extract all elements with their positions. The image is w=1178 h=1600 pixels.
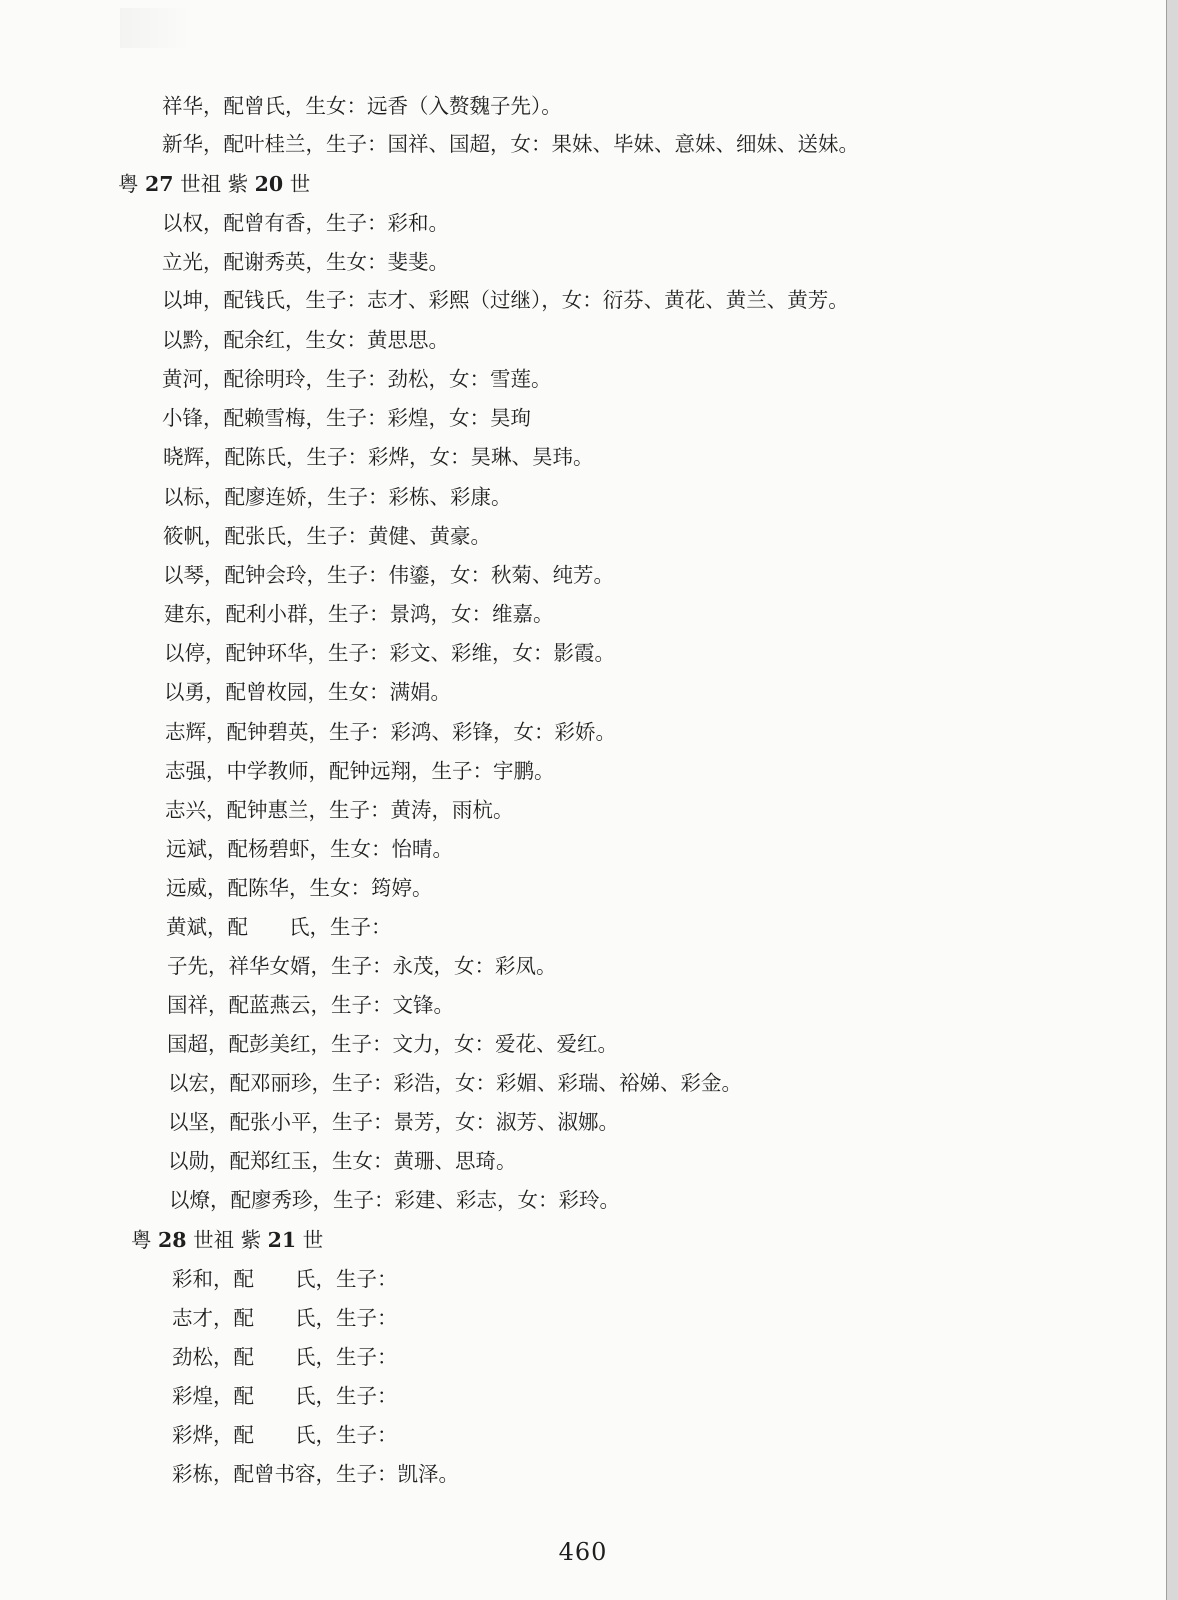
- entry-line: 志强，中学教师，配钟远翔，生子：宇鹏。: [165, 759, 555, 783]
- entry-line: 筱帆，配张氏，生子：黄健、黄豪。: [163, 524, 491, 548]
- entry-line: 国超，配彭美红，生子：文力，女：爱花、爱红。: [167, 1032, 618, 1056]
- generation-heading-28: 粤 28 世祖 紫 21 世: [131, 1228, 324, 1252]
- entry-line: 志兴，配钟惠兰，生子：黄涛，雨杭。: [165, 798, 514, 822]
- entry-line: 以勇，配曾枚园，生女：满娟。: [164, 680, 451, 704]
- entry-line: 劲松，配 氏，生子：: [172, 1345, 398, 1369]
- entry-line: 新华，配叶桂兰，生子：国祥、国超，女：果妹、毕妹、意妹、细妹、送妹。: [162, 132, 859, 156]
- entry-line: 立光，配谢秀英，生女：斐斐。: [162, 250, 449, 274]
- entry-line: 黄河，配徐明玲，生子：劲松，女：雪莲。: [162, 367, 552, 391]
- entry-line: 彩和，配 氏，生子：: [172, 1267, 398, 1291]
- entry-line: 以停，配钟环华，生子：彩文、彩维，女：影霞。: [164, 641, 615, 665]
- entry-line: 志辉，配钟碧英，生子：彩鸿、彩锋，女：彩娇。: [165, 720, 616, 744]
- entry-line: 国祥，配蓝燕云，生子：文锋。: [167, 993, 454, 1017]
- entry-line: 以黔，配余红，生女：黄思思。: [162, 328, 449, 352]
- entry-line: 以燎，配廖秀珍，生子：彩建、彩志，女：彩玲。: [169, 1188, 620, 1212]
- entry-line: 以宏，配邓丽珍，生子：彩浩，女：彩媚、彩瑞、裕娣、彩金。: [168, 1071, 742, 1095]
- entry-line: 建东，配利小群，生子：景鸿，女：维嘉。: [164, 602, 554, 626]
- entry-line: 彩栋，配曾书容，生子：凯泽。: [172, 1462, 459, 1486]
- entry-line: 子先，祥华女婿，生子：永茂，女：彩凤。: [167, 954, 557, 978]
- entry-line: 以坤，配钱氏，生子：志才、彩熙（过继），女：衍芬、黄花、黄兰、黄芳。: [162, 288, 849, 312]
- page-number: 460: [558, 1538, 608, 1566]
- entry-line: 以权，配曾有香，生子：彩和。: [162, 211, 449, 235]
- entry-line: 彩烨，配 氏，生子：: [172, 1423, 398, 1447]
- entry-line: 远斌，配杨碧虾，生女：怡晴。: [166, 837, 453, 861]
- entry-line: 以坚，配张小平，生子：景芳，女：淑芳、淑娜。: [168, 1110, 619, 1134]
- entry-line: 以勋，配郑红玉，生女：黄珊、思琦。: [168, 1149, 517, 1173]
- page-edge: [1166, 0, 1178, 1600]
- entry-line: 以琴，配钟会玲，生子：伟鎏，女：秋菊、纯芳。: [163, 563, 614, 587]
- scan-artifact: [120, 8, 190, 48]
- entry-line: 彩煌，配 氏，生子：: [172, 1384, 398, 1408]
- generation-heading-27: 粤 27 世祖 紫 20 世: [118, 172, 311, 196]
- entry-line: 以标，配廖连娇，生子：彩栋、彩康。: [163, 485, 512, 509]
- entry-line: 小锋，配赖雪梅，生子：彩煌，女：昊珣: [162, 406, 531, 430]
- entry-line: 志才，配 氏，生子：: [172, 1306, 398, 1330]
- entry-line: 黄斌，配 氏，生子：: [166, 915, 392, 939]
- entry-line: 祥华，配曾氏，生女：远香（入赘魏子先）。: [162, 94, 562, 118]
- entry-line: 晓辉，配陈氏，生子：彩烨，女：昊琳、昊玮。: [163, 445, 594, 469]
- entry-line: 远威，配陈华，生女：筠婷。: [166, 876, 433, 900]
